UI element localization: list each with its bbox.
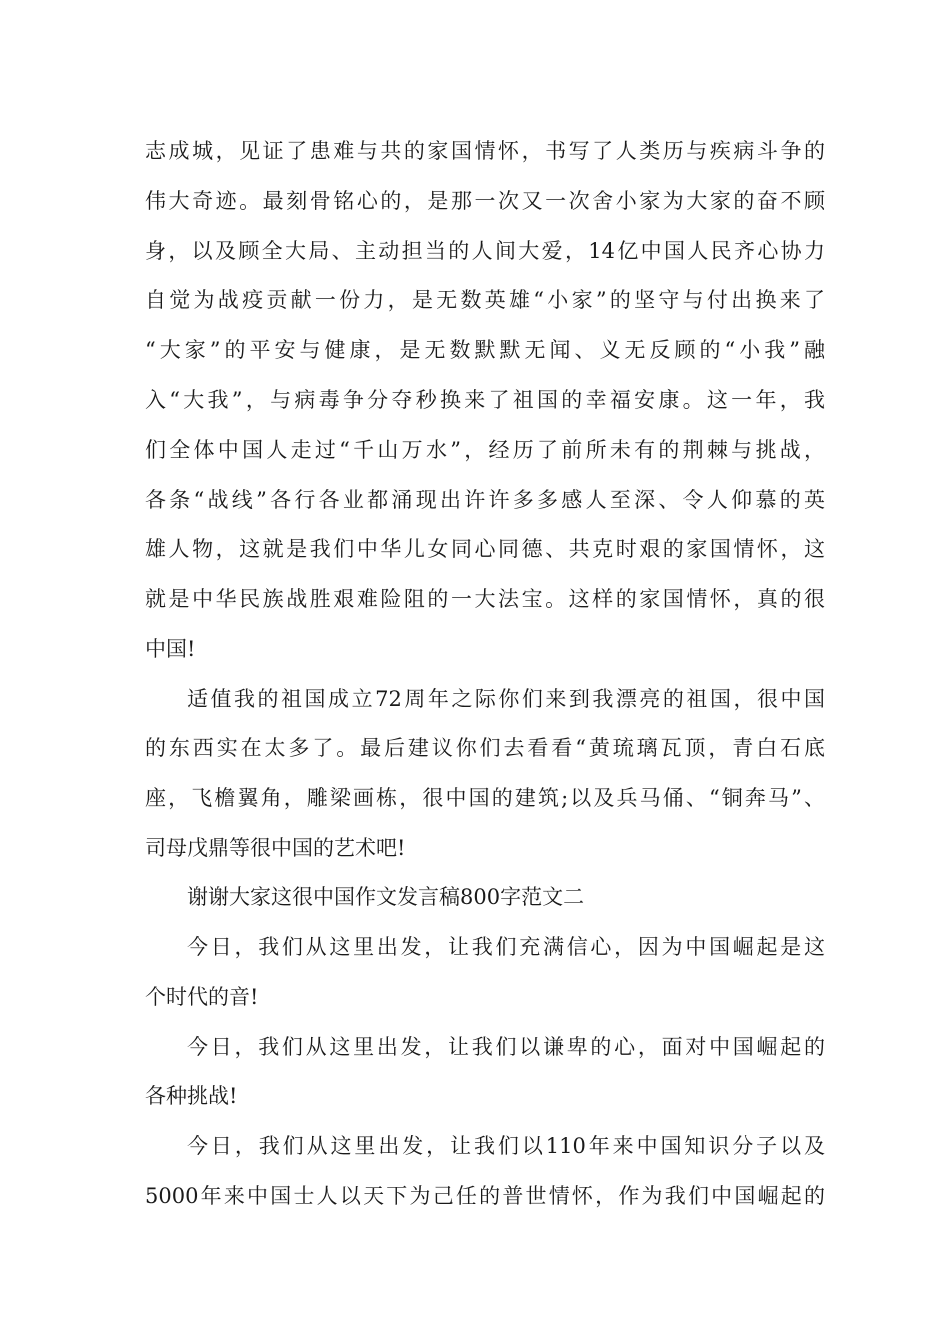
paragraph-first-line: 适值我的祖国成立72周年之际你们来到我漂亮的祖国，很中国 xyxy=(187,687,825,711)
text-line: 各种挑战! xyxy=(145,1084,238,1108)
text-line: 5000年来中国士人以天下为己任的普世情怀，作为我们中国崛起的 xyxy=(145,1184,825,1208)
paragraph-first-line: 今日，我们从这里出发，让我们以谦卑的心，面对中国崛起的 xyxy=(187,1035,825,1059)
text-line: 个时代的音! xyxy=(145,985,259,1009)
text-line: 入“大我”，与病毒争分夺秒换来了祖国的幸福安康。这一年，我 xyxy=(145,388,825,412)
text-line: 司母戊鼎等很中国的艺术吧! xyxy=(145,836,406,860)
text-line: 身，以及顾全大局、主动担当的人间大爱，14亿中国人民齐心协力 xyxy=(145,239,825,263)
text-line: 雄人物，这就是我们中华儿女同心同德、共克时艰的家国情怀，这 xyxy=(145,537,825,561)
text-line: 各条“战线”各行各业都涌现出许许多多感人至深、令人仰慕的英 xyxy=(145,488,825,512)
text-line: 们全体中国人走过“千山万水”，经历了前所未有的荆棘与挑战， xyxy=(145,438,825,462)
text-line: 中国! xyxy=(145,637,196,661)
text-line: 就是中华民族战胜艰难险阻的一大法宝。这样的家国情怀，真的很 xyxy=(145,587,825,611)
section-heading: 谢谢大家这很中国作文发言稿800字范文二 xyxy=(187,885,585,909)
paragraph-first-line: 今日，我们从这里出发，让我们充满信心，因为中国崛起是这 xyxy=(187,935,825,959)
text-line: “大家”的平安与健康，是无数默默无闻、义无反顾的“小我”融 xyxy=(145,338,825,362)
text-line: 伟大奇迹。最刻骨铭心的，是那一次又一次舍小家为大家的奋不顾 xyxy=(145,189,825,213)
text-line: 自觉为战疫贡献一份力，是无数英雄“小家”的坚守与付出换来了 xyxy=(145,288,825,312)
text-line: 志成城，见证了患难与共的家国情怀，书写了人类历与疾病斗争的 xyxy=(145,139,825,163)
text-line: 座，飞檐翼角，雕梁画栋，很中国的建筑;以及兵马俑、“铜奔马”、 xyxy=(145,786,825,810)
paragraph-first-line: 今日，我们从这里出发，让我们以110年来中国知识分子以及 xyxy=(187,1134,825,1158)
text-line: 的东西实在太多了。最后建议你们去看看“黄琉璃瓦顶，青白石底 xyxy=(145,736,825,760)
